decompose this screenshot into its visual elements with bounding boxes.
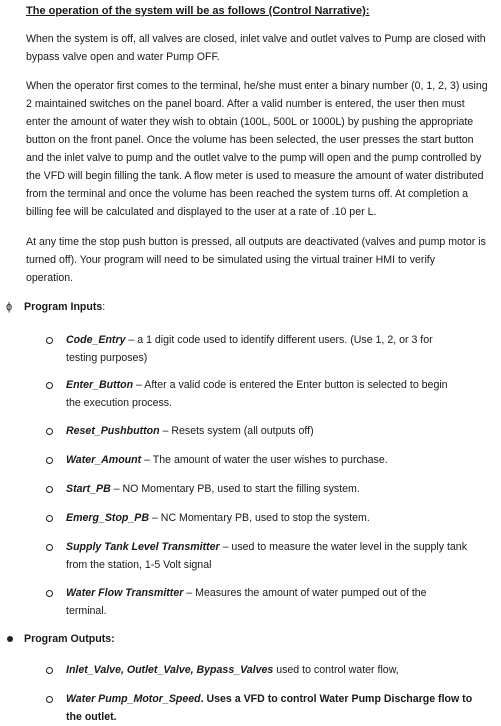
paragraph-operator <box>26 77 496 221</box>
paragraph-line: When the operator first comes to the terminal, he/she must enter a binary number (0, 1, 2, 3) using <box>26 80 488 92</box>
item-desc: from the station, 1-5 Volt signal <box>66 559 212 571</box>
item-desc: – a 1 digit code used to identify different users. (Use 1, 2, or 3 for <box>125 334 433 346</box>
item-term: Emerg_Stop_PB <box>66 512 150 524</box>
item-desc: . Uses a VFD to control Water Pump Discharge flow to <box>200 693 473 705</box>
paragraph-line: billing fee will be calculated and displayed to the user at a rate of .10 per L. <box>26 206 377 218</box>
paragraph-line: At any time the stop push button is pressed, all outputs are deactivated (valves and pump motor is <box>26 236 486 248</box>
item-term: Water Flow Transmitter <box>66 587 184 599</box>
solid-bullet-icon <box>7 636 13 642</box>
item-desc: – NO Momentary PB, used to start the filling system. <box>110 483 360 495</box>
paragraph-line: button on the front panel. Once the volume has been selected, the user presses the start button <box>26 134 474 146</box>
circle-bullet-icon <box>46 486 53 493</box>
circle-bullet-icon <box>46 337 53 344</box>
paragraph-line: from the terminal and once the volume has been reached the system turns off. At completion a <box>26 188 469 200</box>
circle-bullet-icon <box>46 667 53 674</box>
circle-bullet-icon <box>46 457 53 464</box>
circle-bullet-icon <box>46 515 53 522</box>
item-desc: – Resets system (all outputs off) <box>159 425 314 437</box>
item-term: Start_PB <box>66 483 111 495</box>
item-desc: – NC Momentary PB, used to stop the system. <box>149 512 370 524</box>
paragraph-stop <box>26 233 496 287</box>
paragraph-system-off <box>26 30 496 66</box>
item-desc: the execution process. <box>66 397 172 409</box>
circle-bullet-icon <box>46 544 53 551</box>
item-term: Enter_Button <box>66 379 134 391</box>
circle-bullet-icon <box>46 382 53 389</box>
section-heading: The operation of the system will be as follows (Control Narrative): <box>26 5 370 17</box>
program-inputs-label: Program Inputs <box>24 301 103 313</box>
item-term: Water Pump_Motor_Speed <box>66 693 201 705</box>
item-desc: the outlet. <box>66 711 117 723</box>
item-desc: – Measures the amount of water pumped out of the <box>183 587 427 599</box>
item-term: Inlet_Valve, Outlet_Valve, Bypass_Valves <box>66 664 274 676</box>
circle-bullet-icon <box>46 696 53 703</box>
program-inputs-heading: Program Inputs: <box>24 301 106 313</box>
paragraph-line: operation. <box>26 272 74 284</box>
item-desc: used to control water flow, <box>273 664 399 676</box>
item-desc: testing purposes) <box>66 352 148 364</box>
program-outputs-heading <box>24 630 115 648</box>
item-desc: – The amount of water the user wishes to purchase. <box>141 454 388 466</box>
item-term: Water_Amount <box>66 454 142 466</box>
paragraph-line: enter the amount of water they wish to obtain (100L, 500L or 1000L) by pushing the appropriate <box>26 116 474 128</box>
item-term: Supply Tank Level Transmitter <box>66 541 220 553</box>
item-desc: – After a valid code is entered the Enter button is selected to begin <box>133 379 448 391</box>
paragraph-line: bypass valve open and water Pump OFF. <box>26 51 220 63</box>
program-outputs-label: Program Outputs: <box>24 633 115 645</box>
cursor-bullet-icon: ɸ <box>5 301 13 313</box>
item-desc: – used to measure the water level in the supply tank <box>219 541 467 553</box>
paragraph-line: the VFD will begin filling the tank. A flow meter is used to measure the amount of water distributed <box>26 170 484 182</box>
item-desc: terminal. <box>66 605 107 617</box>
paragraph-line: turned off). Your program will need to be simulated using the virtual trainer HMI to verify <box>26 254 436 266</box>
paragraph-line: and the inlet valve to pump and the outlet valve to the pump will open and the pump controlled by <box>26 152 482 164</box>
paragraph-line: When the system is off, all valves are closed, inlet valve and outlet valves to Pump are closed with <box>26 33 486 45</box>
paragraph-line: 2 maintained switches on the panel board. After a valid number is entered, the user then must <box>26 98 465 110</box>
circle-bullet-icon <box>46 590 53 597</box>
item-term: Reset_Pushbutton <box>66 425 160 437</box>
circle-bullet-icon <box>46 428 53 435</box>
item-term: Code_Entry <box>66 334 126 346</box>
